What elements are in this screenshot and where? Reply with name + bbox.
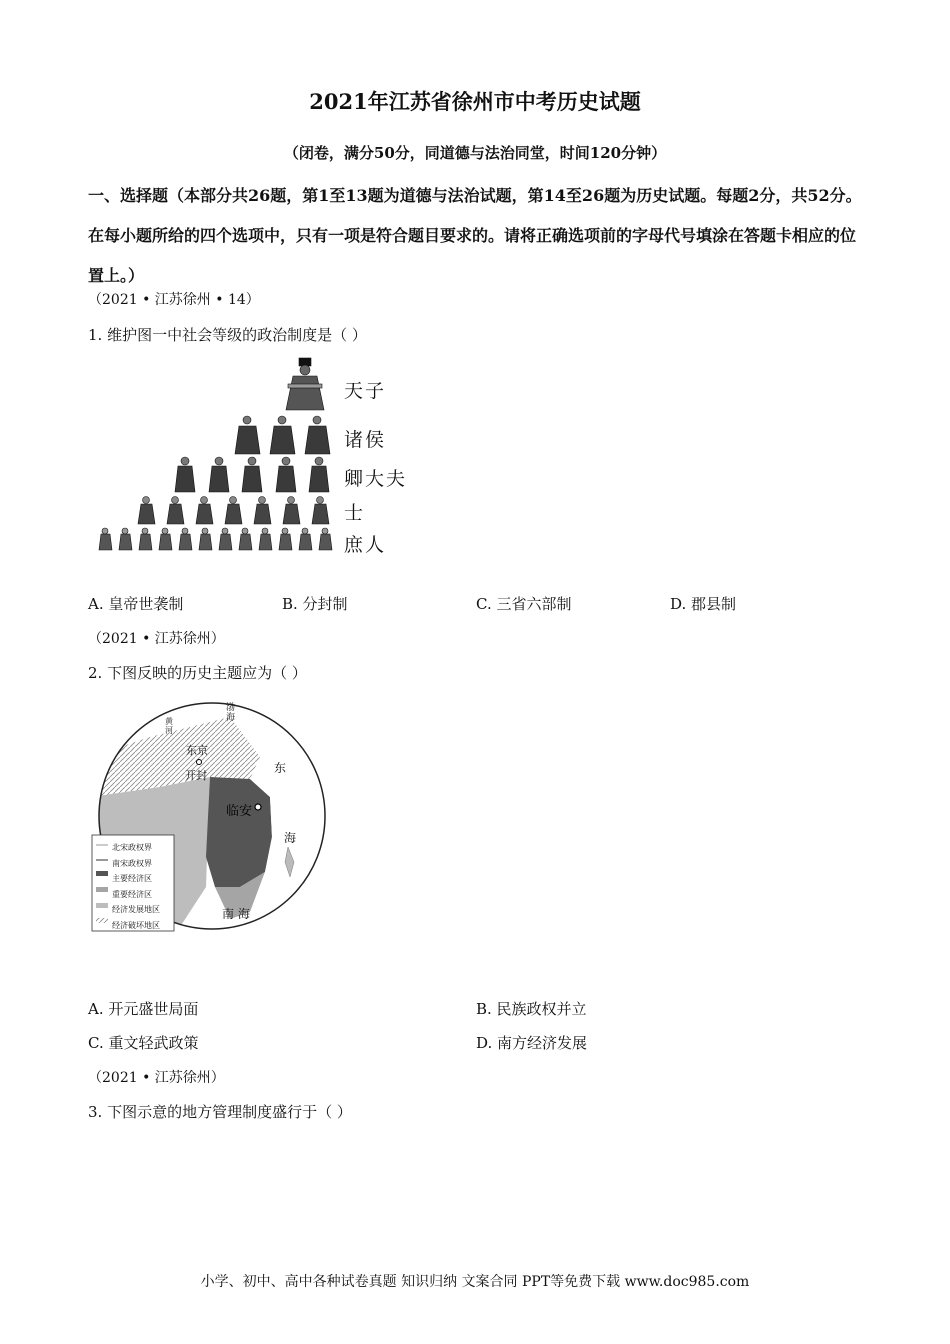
q2-option-b[interactable]: B. 民族政权并立 (476, 1000, 587, 1018)
label-tianzi: 天子 (344, 380, 387, 402)
q1-option-d[interactable]: D. 郡县制 (670, 595, 737, 613)
q1-option-b[interactable]: B. 分封制 (282, 595, 348, 613)
q2-option-a[interactable]: A. 开元盛世局面 (88, 1000, 199, 1018)
map-label-huanghe: 黄河 (165, 717, 173, 735)
commoners-row (99, 528, 332, 550)
legend-item: 经济破坏地区 (112, 920, 160, 930)
q1-option-c[interactable]: C. 三省六部制 (476, 595, 572, 613)
question-1-source: （2021 • 江苏徐州 • 14） (88, 292, 260, 308)
section-instructions: 一、选择题（本部分共26题，第1至13题为道德与法治试题，第14至26题为历史试题。每题2分，共52分。在每小题所给的四个选项中，只有一项是符合题目要求的。请将正确选项前的字母代号填涂在答题卡相应的位置上。） (88, 186, 862, 285)
map-label-hai: 海 (284, 831, 297, 845)
q2-option-d[interactable]: D. 南方经济发展 (476, 1034, 588, 1052)
label-qingdafu: 卿大夫 (344, 468, 408, 490)
page-footer: 小学、初中、高中各种试卷真题 知识归纳 文案合同 PPT等免费下载 www.doc985.com (200, 1274, 750, 1290)
legend-item: 重要经济区 (112, 889, 152, 899)
map-label-bohai: 渤海 (226, 703, 236, 723)
legend-item: 南宋政权界 (112, 858, 152, 868)
map-label-kaifeng: 开封 (185, 769, 207, 782)
label-shi: 士 (344, 502, 366, 524)
map-label-linan: 临安 (226, 804, 253, 819)
question-3-stem: 3. 下图示意的地方管理制度盛行于（ ） (88, 1103, 352, 1121)
question-2-source: （2021 • 江苏徐州） (88, 631, 225, 647)
exam-info: （闭卷，满分50分，同道德与法治同堂，时间120分钟） (283, 144, 667, 162)
label-shuren: 庶人 (344, 534, 387, 556)
main-economic-zone (206, 777, 272, 887)
question-1-stem: 1. 维护图一中社会等级的政治制度是（ ） (88, 326, 367, 344)
ministers-row (175, 457, 329, 492)
map-label-nanhai: 南 海 (222, 907, 250, 921)
social-hierarchy-figure (92, 354, 432, 560)
song-dynasty-map (90, 697, 330, 939)
emperor-figure (286, 358, 324, 410)
legend-item: 主要经济区 (112, 874, 152, 884)
map-label-dong: 东 (274, 761, 287, 775)
question-3-source: （2021 • 江苏徐州） (88, 1070, 225, 1086)
legend-item: 经济发展地区 (112, 905, 160, 915)
scholars-row (138, 497, 329, 525)
nobles-row (235, 416, 330, 454)
map-label-dongjing: 东京 (186, 744, 208, 757)
page-title: 2021年江苏省徐州市中考历史试题 (309, 89, 641, 114)
q2-option-c[interactable]: C. 重文轻武政策 (88, 1034, 199, 1052)
q1-option-a[interactable]: A. 皇帝世袭制 (88, 595, 184, 613)
map-legend (112, 840, 176, 934)
legend-item: 北宋政权界 (112, 843, 152, 852)
label-zhuhou: 诸侯 (344, 429, 387, 451)
question-2-stem: 2. 下图反映的历史主题应为（ ） (88, 664, 307, 682)
